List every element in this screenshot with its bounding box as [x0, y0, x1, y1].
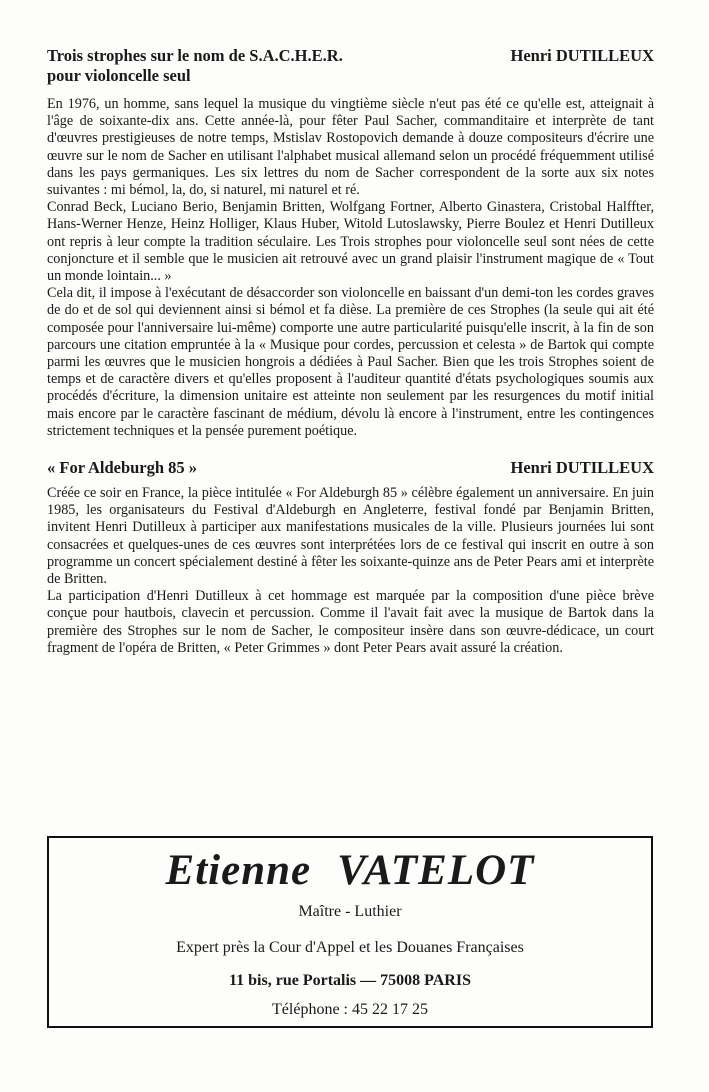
- advertisement-box: [47, 836, 653, 1028]
- paragraph: Créée ce soir en France, la pièce intitulée « For Aldeburgh 85 » célèbre également un anniversaire. En juin 1985, les organisateurs du Festival d'Aldeburgh en Angleterre, festival fondé par Benjamin Britten, invitent Henri Dutilleux à participer aux manifestations musicales de la ville. Plusieurs journées lui sont consacrées et quelques-unes de ces œuvres sont interprétées lors de ce festival qui inscrit en outre à son programme un concert spécialement destiné à fêter les soixante-quinze ans de Peter Pears ami et interprète de Britten.: [47, 485, 654, 588]
- section-heading: [47, 46, 654, 86]
- luthier-address: 11 bis, rue Portalis — 75008 PARIS: [229, 972, 471, 989]
- program-page: [47, 46, 654, 657]
- luthier-first-name: Etienne: [165, 847, 312, 894]
- paragraph: Cela dit, il impose à l'exécutant de désaccorder son violoncelle en baissant d'un demi-ton les cordes graves de do et de sol qui deviennent ainsi si bémol et fa dièse. La première de ces Strophes (la seule qui ait été composée pour l'anniversaire lui-même) comporte une autre particularité puisqu'elle inscrit, à la fin de son parcours une citation empruntée à la « Musique pour cordes, percussion et celesta » de Bartok qui compte parmi les œuvres que le musicien hongrois a dédiées à Paul Sacher. Bien que les trois Strophes soient de temps et de caractère divers et qu'elles proposent à l'auditeur quantité d'états psychologiques soumis aux procédés d'écriture, la dimension unitaire est atteinte non seulement par les resurgences du motif initial mais encore par le caractère fascinant de médium, dévolu là encore à l'instrument, entre les contingences strictement techniques et la pensée purement poétique.: [47, 285, 654, 439]
- paragraph: La participation d'Henri Dutilleux à cet hommage est marquée par la composition d'une pièce brève conçue pour hautbois, clavecin et percussion. Comme il l'avait fait avec la musique de Bartok dans la première des Strophes sur le nom de Sacher, le compositeur insère dans son œuvre-dédicace, un court fragment de l'opéra de Britten, « Peter Grimmes » dont Peter Pears avait assuré la création.: [47, 588, 654, 656]
- section-for-aldeburgh: [47, 458, 654, 657]
- composer-name: Henri DUTILLEUX: [510, 46, 654, 65]
- luthier-name: [49, 846, 651, 896]
- paragraph: Conrad Beck, Luciano Berio, Benjamin Britten, Wolfgang Fortner, Alberto Ginastera, Cristobal Halffter, Hans-Werner Henze, Heinz Holliger, Klaus Huber, Witold Lutoslawsky, Pierre Boulez et Henri Dutilleux ont repris à leur compte la tradition séculaire. Les Trois strophes pour violoncelle seul sont nées de cette conjoncture et il semble que le musicien ait retrouvé avec un grand plaisir l'instrument magique de « Tout un monde lointain... »: [47, 199, 654, 285]
- piece-title-line2: pour violoncelle seul: [47, 66, 191, 85]
- luthier-last-name: VATELOT: [337, 847, 535, 894]
- piece-title: [47, 46, 343, 86]
- piece-title: « For Aldeburgh 85 »: [47, 458, 198, 478]
- luthier-phone: Téléphone : 45 22 17 25: [272, 1001, 428, 1018]
- section-heading: [47, 458, 654, 478]
- section-trois-strophes: [47, 46, 654, 440]
- piece-title-line1: Trois strophes sur le nom de S.A.C.H.E.R.: [47, 46, 343, 65]
- composer-name: Henri DUTILLEUX: [510, 458, 654, 478]
- luthier-expertise: Expert près la Cour d'Appel et les Douanes Françaises: [176, 939, 524, 956]
- paragraph: En 1976, un homme, sans lequel la musique du vingtième siècle n'eut pas été ce qu'elle est, atteignait à l'âge de soixante-dix ans. Cette année-là, pour fêter Paul Sacher, commanditaire et interprète de tant d'œuvres prestigieuses de notre temps, Mstislav Rostopovich demande à douze compositeurs d'écrire une œuvre sur le nom de Sacher en utilisant l'alphabet musical allemand selon un procédé fréquemment utilisé dans les pays germaniques. Les six lettres du nom de Sacher correspondent de la sorte aux six notes suivantes : mi bémol, la, do, si naturel, mi naturel et ré.: [47, 96, 654, 199]
- luthier-role: Maître - Luthier: [298, 903, 402, 920]
